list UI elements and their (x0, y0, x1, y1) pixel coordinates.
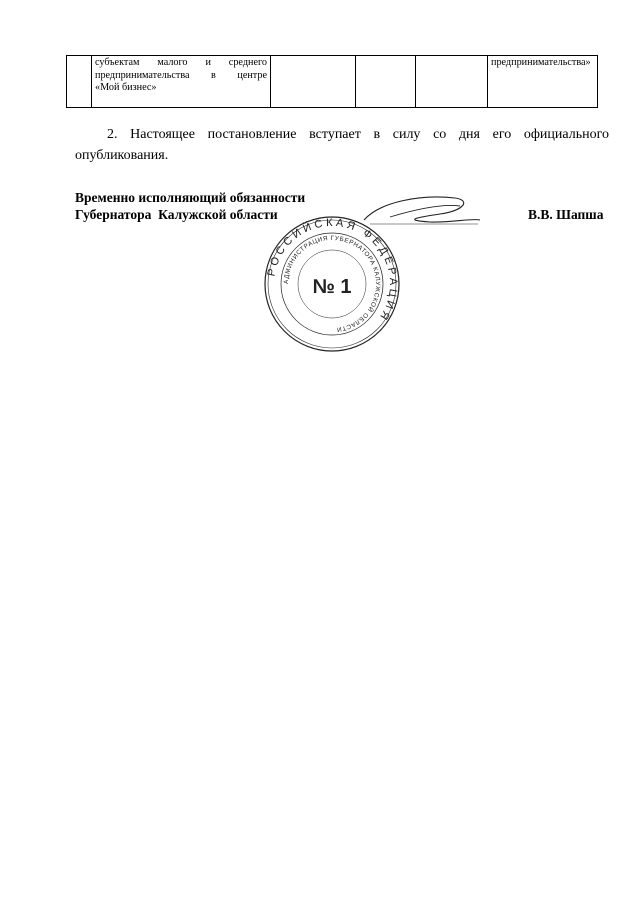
official-seal-stamp (262, 214, 402, 354)
table-cell-responsible: предпринимательства» (488, 56, 598, 108)
signatory-title-line-1: Временно исполняющий обязанности (75, 190, 306, 205)
description-line-3: «Мой бизнес» (95, 82, 157, 94)
description-line-2: предпринимательства в центре (95, 69, 267, 81)
table-cell-empty-5 (416, 56, 488, 108)
paragraph-line-2: опубликования. (75, 148, 169, 163)
stamp-outer-text: РОССИЙСКАЯ ФЕДЕРАЦИЯ (265, 216, 400, 325)
description-line-1: субъектам малого и среднего (95, 57, 267, 68)
paragraph-line-1: 2. Настоящее постановление вступает в силу со дня его официального (107, 127, 609, 142)
stamp-inner-text: АДМИНИСТРАЦИЯ ГУБЕРНАТОРА КАЛУЖСКОЙ ОБЛАСТИ (282, 234, 382, 333)
table-cell-empty-3 (271, 56, 356, 108)
data-table-fragment (66, 55, 598, 108)
signatory-title-line-2: Губернатора Калужской области (75, 206, 278, 222)
stamp-center-number: № 1 (312, 276, 352, 298)
table-cell-number (67, 56, 92, 108)
table-cell-empty-4 (356, 56, 416, 108)
clause-2-paragraph (75, 124, 609, 166)
signatory-name: В.В. Шапша (528, 207, 604, 222)
table-cell-description (92, 56, 271, 108)
table-row (67, 56, 598, 108)
